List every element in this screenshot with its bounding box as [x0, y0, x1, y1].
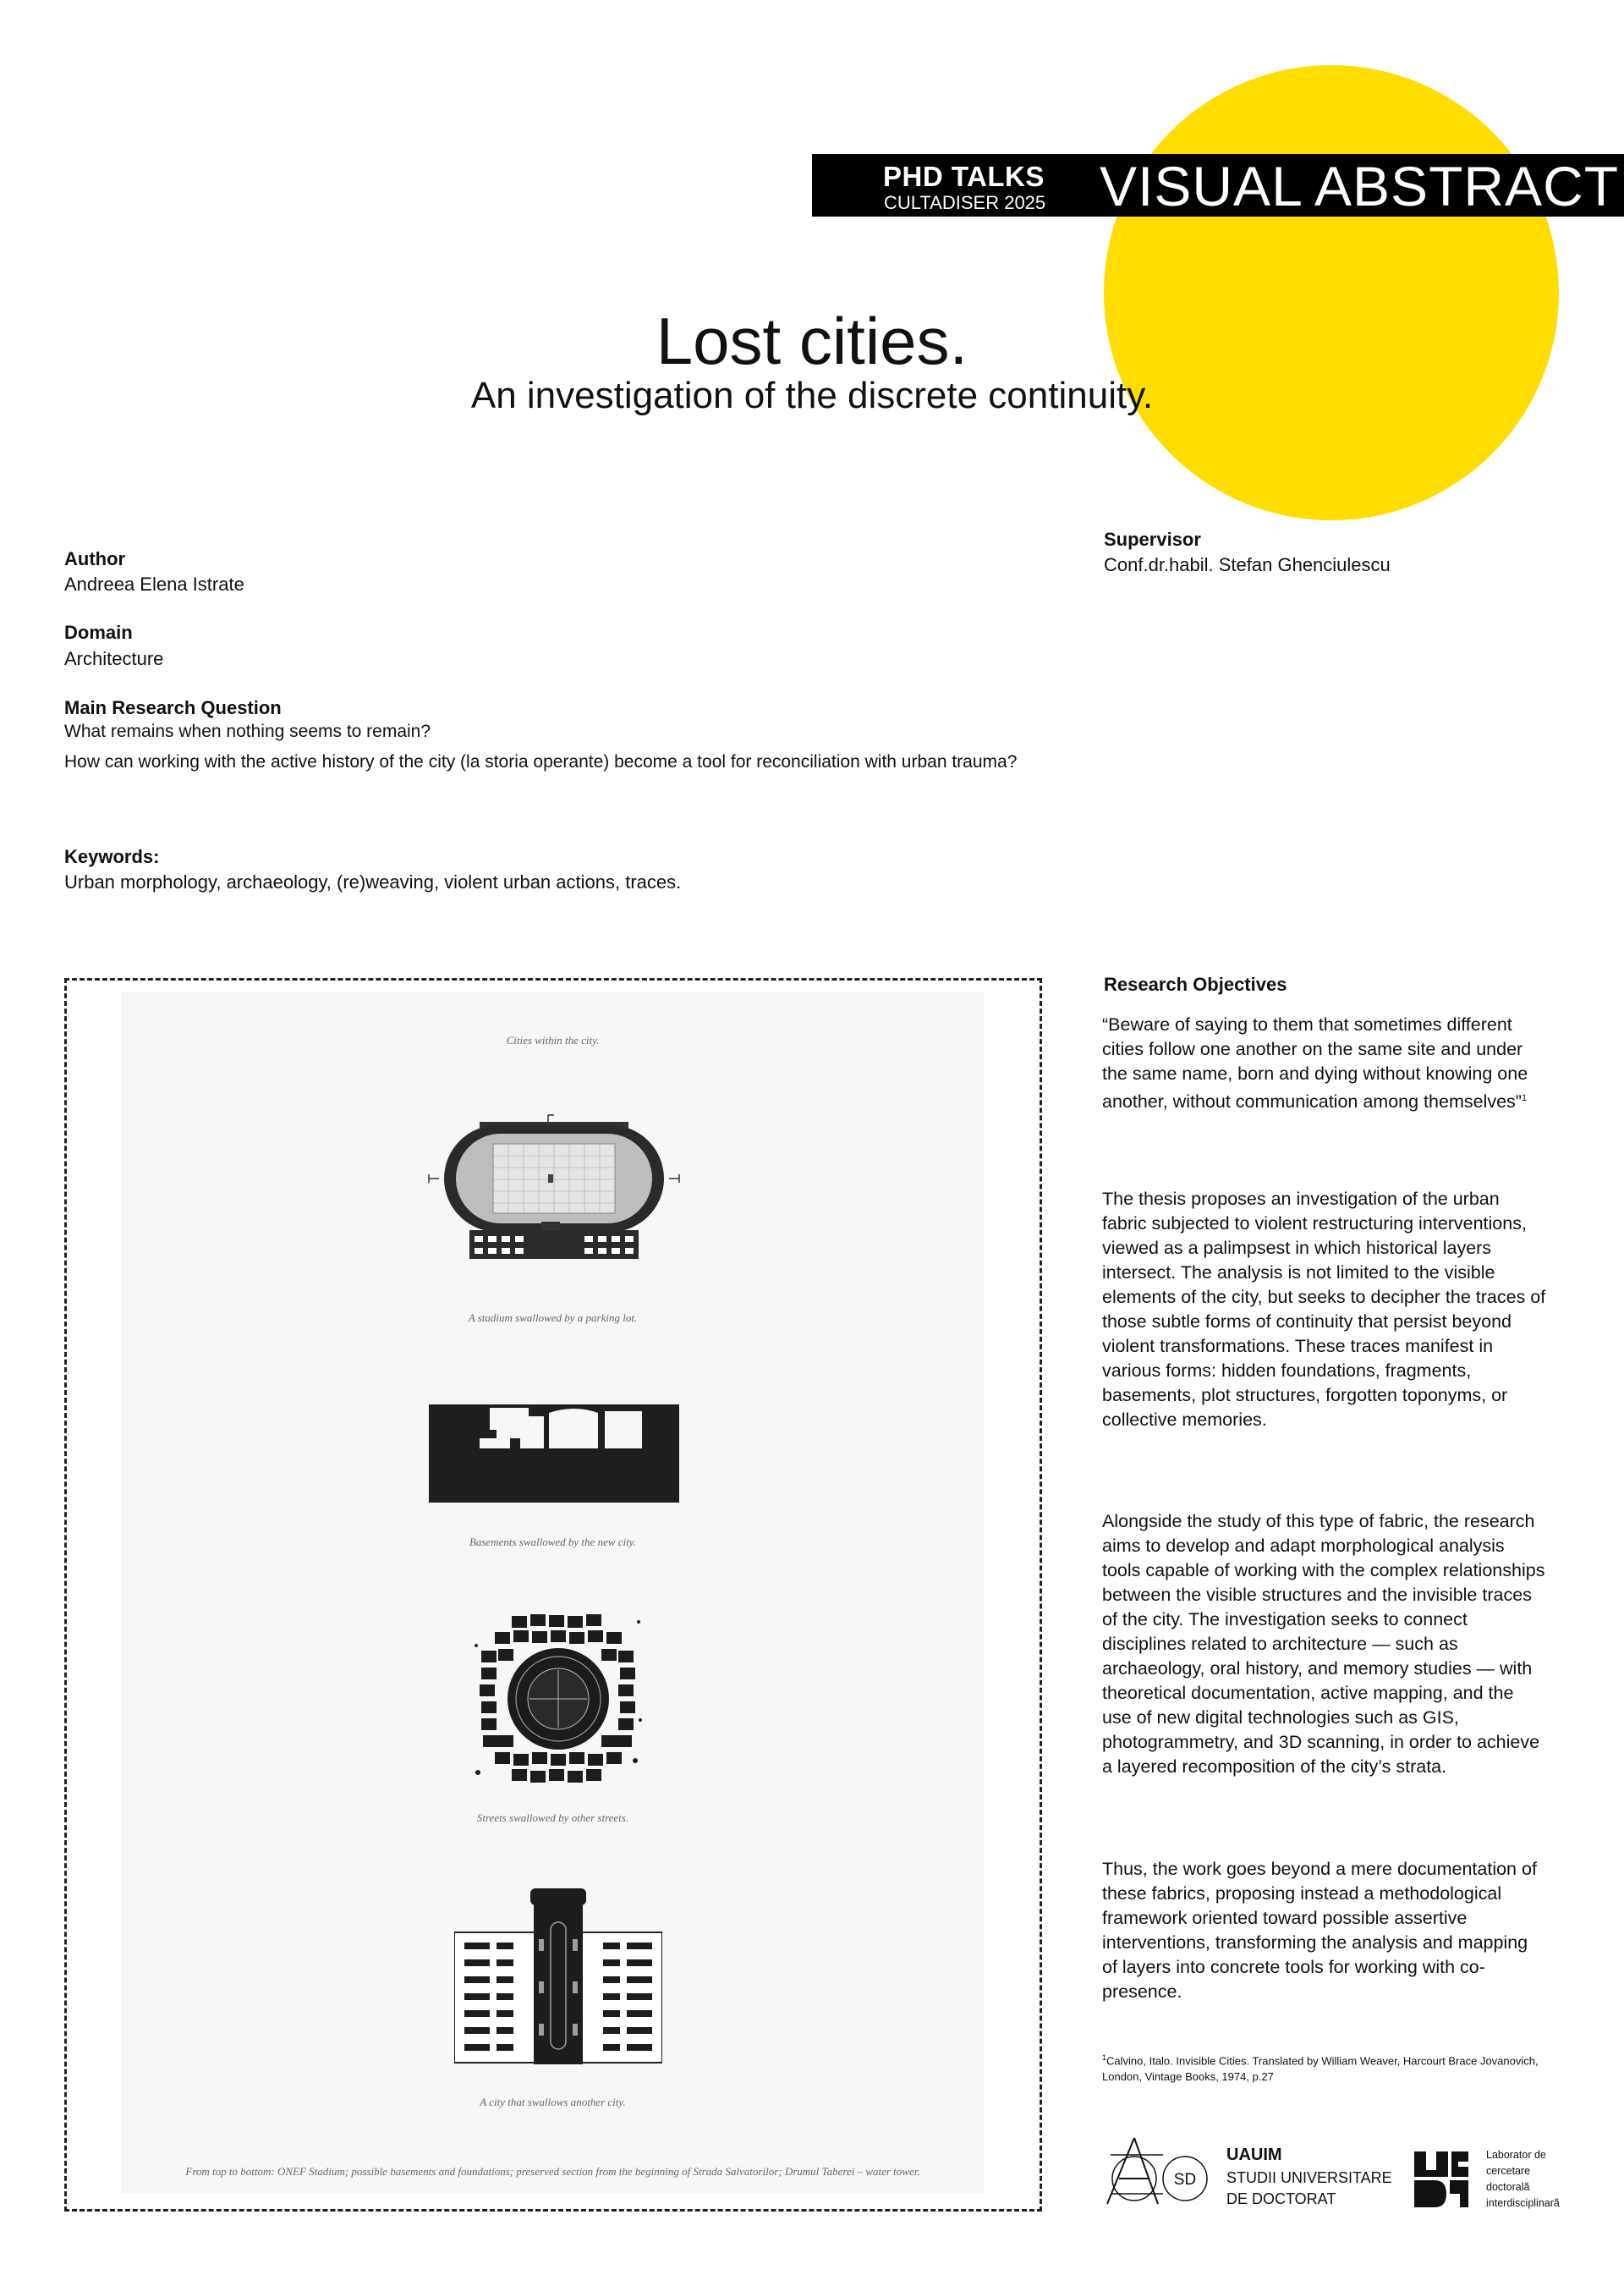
uauim-logo-icon	[1104, 2135, 1214, 2209]
quote-text: “Beware of saying to them that sometimes different cities follow one another on the same site and under the same name, born and dying without knowing one another, without communication among themselves”	[1102, 1014, 1528, 1113]
keywords-value: Urban morphology, archaeology, (re)weaving, violent urban actions, traces.	[64, 871, 682, 893]
research-question-label: Main Research Question	[64, 697, 282, 718]
domain-value: Architecture	[64, 648, 164, 669]
footnote-marker: 1	[1102, 2053, 1107, 2062]
basements-drawing	[429, 1404, 679, 1503]
footnote	[1102, 2050, 1542, 2085]
lab-line-2: cercetare	[1486, 2165, 1531, 2177]
quote-ref: 1	[1521, 1093, 1528, 1103]
figure-footer-caption: From top to bottom: ONEF Stadium; possible basements and foundations; preserved section from the beginning of Strada Salvatorilor; Drumul Taberei – water tower.	[185, 2165, 920, 2178]
objectives-heading: Research Objectives	[1104, 974, 1287, 995]
author-value: Andreea Elena Istrate	[64, 574, 244, 595]
lab-line-4: interdisciplinară	[1486, 2197, 1560, 2209]
stadium-drawing	[427, 1107, 681, 1276]
visual-abstract-label: VISUAL ABSTRACT	[1100, 155, 1620, 217]
objectives-paragraph-3: Thus, the work goes beyond a mere documentation of these fabrics, proposing instead a methodological framework oriented toward possible assertive interventions, transforming the analysis and mapping of layers into concrete tools for working with co-presence.	[1102, 1859, 1537, 2002]
lab-line-3: doctorală	[1486, 2181, 1530, 2193]
supervisor-label: Supervisor	[1104, 529, 1201, 550]
uauim-title: UAUIM	[1226, 2146, 1282, 2164]
lab-text	[1486, 2147, 1560, 2212]
caption-stadium: A stadium swallowed by a parking lot.	[468, 1311, 638, 1324]
caption-water-tower: A city that swallows another city.	[480, 2096, 626, 2108]
lab-line-1: Laborator de	[1486, 2149, 1546, 2161]
uauim-line-1: STUDII UNIVERSITARE	[1226, 2169, 1392, 2186]
footnote-text: Calvino, Italo. Invisible Cities. Translated by William Weaver, Harcourt Brace Jovanovich, London, Vintage Books, 1974, p.27	[1102, 2054, 1539, 2084]
caption-streets: Streets swallowed by other streets.	[476, 1811, 629, 1824]
figure-top-caption: Cities within the city.	[506, 1034, 600, 1047]
water-tower-drawing	[454, 1888, 662, 2064]
objectives-paragraph-2: Alongside the study of this type of fabric, the research aims to develop and adapt morphological analysis tools capable of working with the complex relationships between the visible structures and the invisible traces of the city. The investigation seeks to connect disciplines related to architecture — such as archaeology, oral history, and memory studies — with theoretical documentation, active mapping, and the use of new digital technologies such as GIS, photogrammetry, and 3D scanning, in order to achieve a layered recomposition of the city’s strata.	[1102, 1511, 1545, 1777]
page-title: Lost cities.	[656, 304, 968, 378]
event-label: CULTADISER 2025	[884, 192, 1046, 213]
keywords-label: Keywords:	[64, 846, 160, 867]
lab-logo-icon	[1414, 2151, 1468, 2207]
objectives-quote	[1102, 1013, 1546, 1114]
page-subtitle: An investigation of the discrete continuity.	[470, 375, 1154, 416]
uauim-line-2: DE DOCTORAT	[1226, 2190, 1336, 2207]
research-question-1: What remains when nothing seems to remain?	[64, 722, 431, 741]
domain-label: Domain	[64, 622, 133, 643]
research-question-2: How can working with the active history of the city (la storia operante) become a tool for reconciliation with urban trauma?	[64, 752, 1018, 772]
author-label: Author	[64, 548, 126, 569]
phd-talks-label: PHD TALKS	[883, 161, 1045, 192]
caption-basements: Basements swallowed by the new city.	[469, 1536, 637, 1548]
streets-drawing	[469, 1612, 647, 1789]
objectives-paragraph-1: The thesis proposes an investigation of the urban fabric subjected to violent restructuring interventions, viewed as a palimpsest in which historical layers intersect. The analysis is not limited to the visible elements of the city, but seeks to decipher the traces of those subtle forms of continuity that persist beyond violent transformations. These traces manifest in various forms: hidden foundations, fragments, basements, plot structures, forgotten toponyms, or collective memories.	[1102, 1189, 1546, 1430]
supervisor-value: Conf.dr.habil. Stefan Ghenciulescu	[1104, 554, 1391, 575]
sd-mark: SD	[1173, 2171, 1197, 2189]
yellow-circle	[1104, 65, 1559, 520]
